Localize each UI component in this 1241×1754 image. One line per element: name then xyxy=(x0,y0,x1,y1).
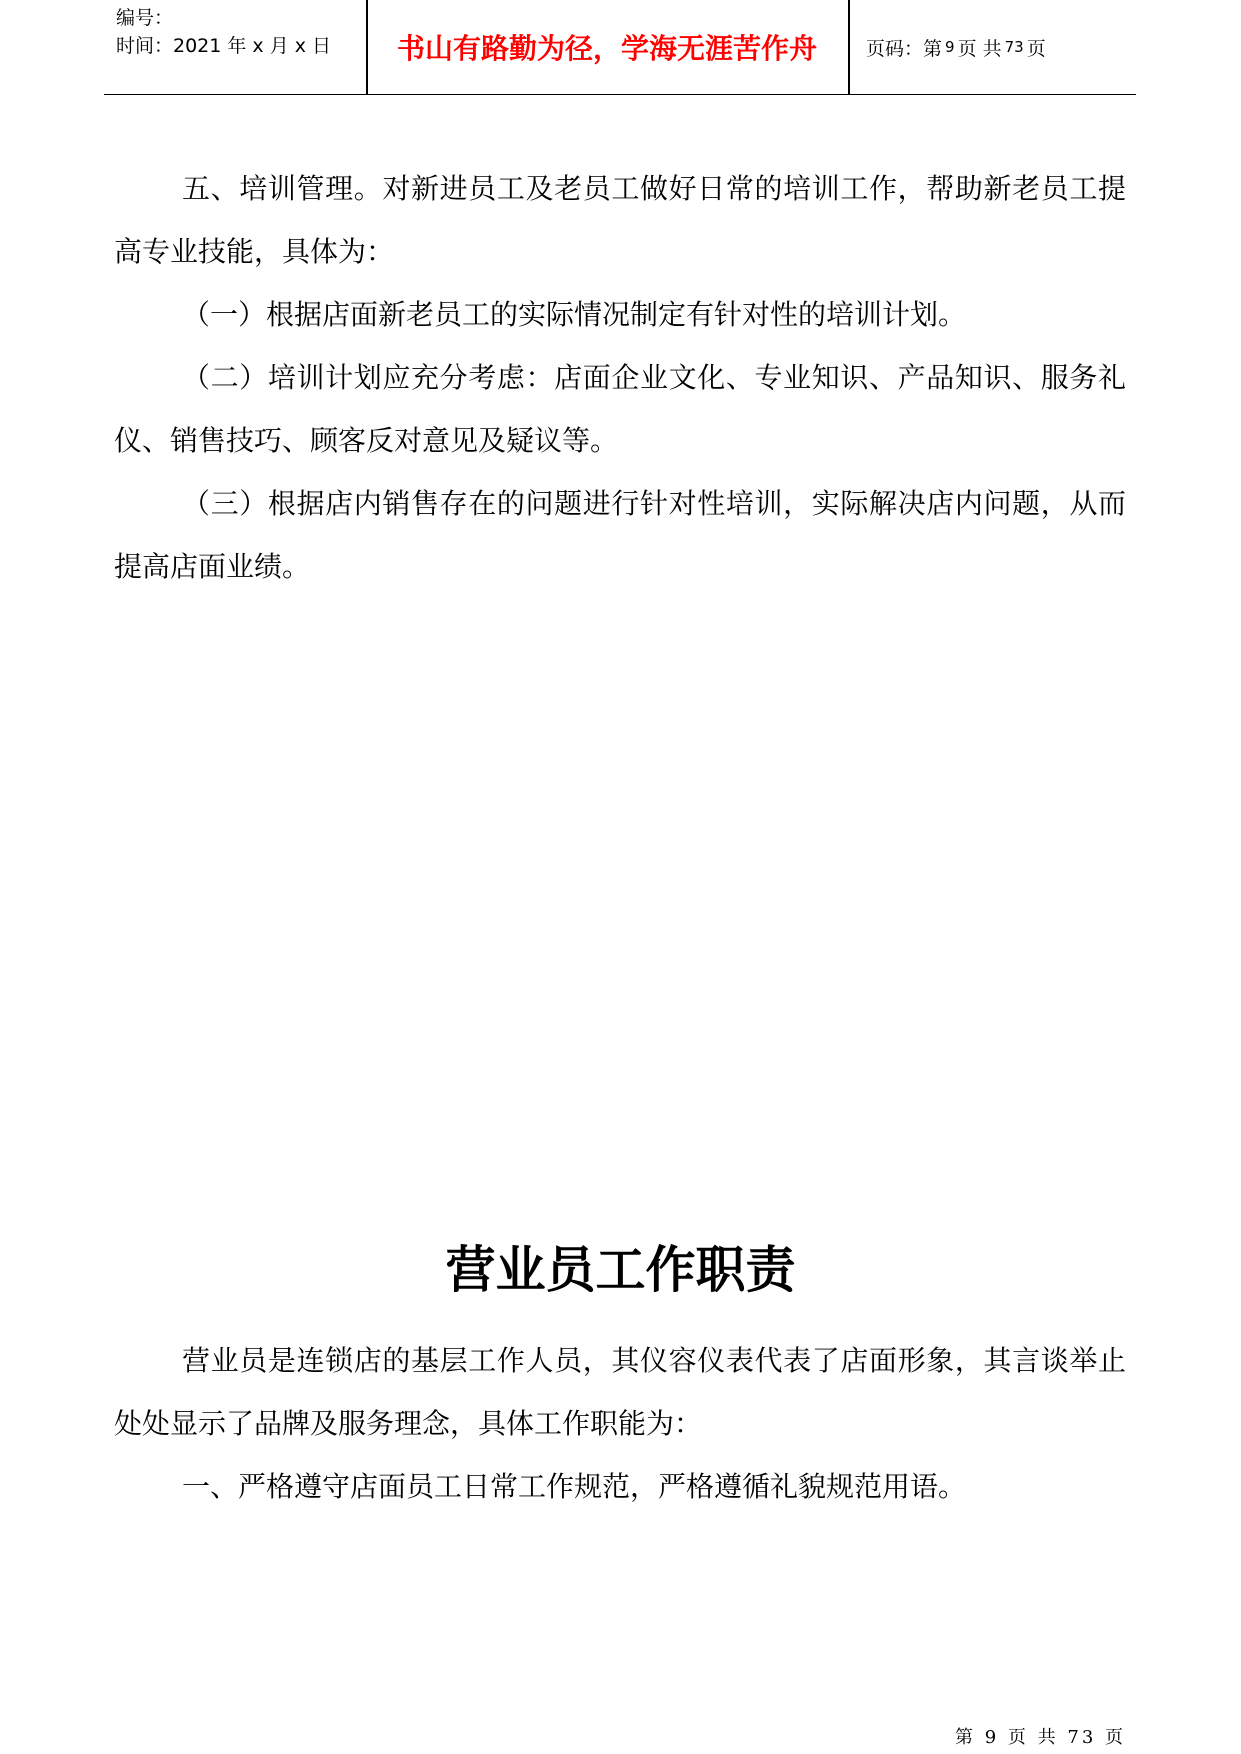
duties-title: 营业员工作职责 xyxy=(445,1241,796,1299)
duties-intro-paragraph: 营业员是连锁店的基层工作人员，其仪容仪表代表了店面形象，其言谈举止处处显示了品牌及服务理念，具体工作职能为： xyxy=(114,1344,1126,1440)
page-header xyxy=(104,0,1136,95)
page-total: 73 xyxy=(1004,38,1024,56)
duties-item-1: 一、严格遵守店面员工日常工作规范，严格遵循礼貌规范用语。 xyxy=(182,1470,967,1503)
page-number: 9 xyxy=(945,38,955,56)
page-suffix: 页 xyxy=(1026,37,1046,60)
header-page-info xyxy=(866,0,1046,94)
training-item-3: （三）根据店内销售存在的问题进行针对性培训，实际解决店内问题，从而提高店面业绩。 xyxy=(114,487,1126,583)
training-intro-paragraph: 五、培训管理。对新进员工及老员工做好日常的培训工作，帮助新老员工提高专业技能，具体为： xyxy=(114,172,1126,268)
page-mid: 页 共 xyxy=(957,37,1002,60)
time-label: 时间：2021 年 x 月 x 日 xyxy=(116,35,332,57)
page-prefix: 页码：第 xyxy=(866,37,943,60)
training-item-1: （一）根据店面新老员工的实际情况制定有针对性的培训计划。 xyxy=(182,298,967,331)
header-meta xyxy=(116,4,331,60)
header-motto: 书山有路勤为径，学海无涯苦作舟 xyxy=(396,32,817,65)
serial-label: 编号： xyxy=(116,7,174,29)
header-divider xyxy=(848,0,850,94)
page-footer: 第 9 页 共 73 页 xyxy=(955,1727,1126,1748)
training-item-2: （二）培训计划应充分考虑：店面企业文化、专业知识、产品知识、服务礼仪、销售技巧、顾客反对意见及疑议等。 xyxy=(114,361,1126,457)
